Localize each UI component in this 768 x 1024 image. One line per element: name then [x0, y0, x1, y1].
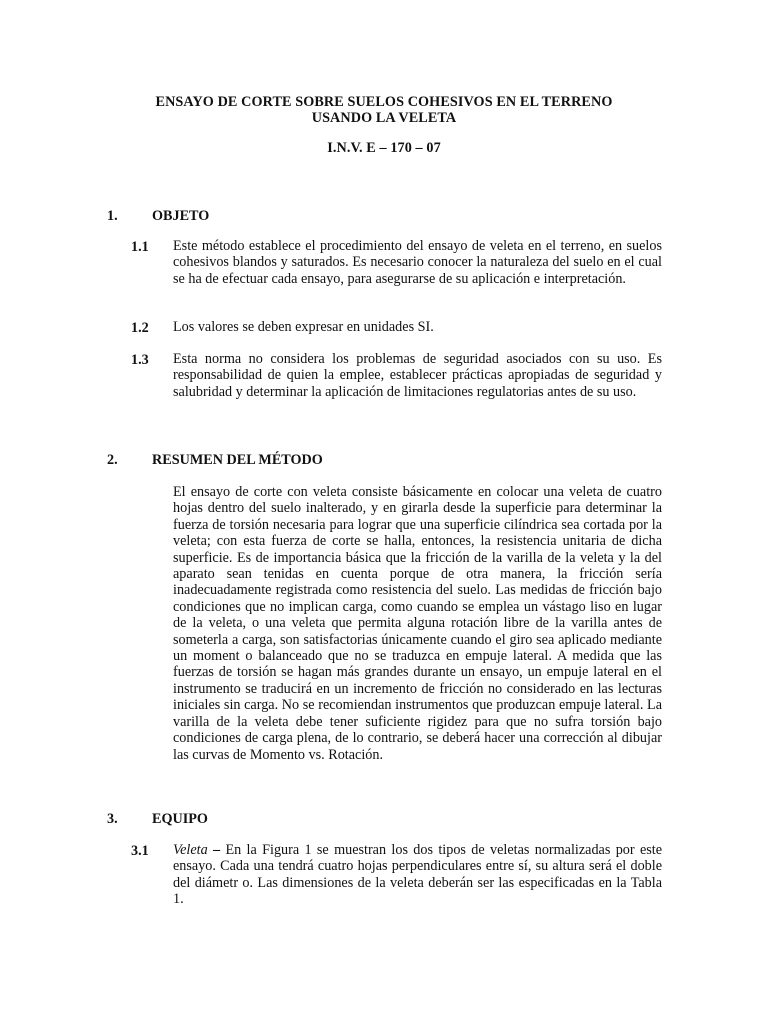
item-3-1-dash: – [207, 842, 226, 858]
document-title-line2: USANDO LA VELETA [311, 110, 457, 126]
item-3-1-text: En la Figura 1 se muestran los dos tipos de veletas normalizadas por este ensayo. Cada una tendrá cuatro hojas perpendiculares entre sí, su altura será el doble del diámetr o. Las dimensiones de la veleta deberán ser las especificadas en la Tabla 1. [173, 842, 662, 908]
section-2-summary-text: El ensayo de corte con veleta consiste básicamente en colocar una veleta de cuatro hojas dentro del suelo inalterado, y en girarla desde la superficie para determinar la fuerza de torsión necesaria para lograr que una superficie cilíndrica sea cortada por la veleta; con esta fuerza de corte se halla, entonces, la resistencia unitaria de dicha superficie. Es de importancia básica que la fricción de la varilla de la veleta y la del aparato sean tenidas en cuenta porque de otra manera, la fricción sería inadecuadamente registrada como resistencia del suelo. Las medidas de fricción bajo condiciones que no implican carga, como cuando se emplea un vástago liso en lugar de la veleta, o una veleta que permita alguna rotación libre de la varilla antes de someterla a carga, son satisfactorias únicamente cuando el giro sea aplicado mediante un moment o balanceado que no se traduzca en empuje lateral. A medida que las fuerzas de torsión se hagan más grandes durante un ensayo, un empuje lateral en el instrumento se traducirá en un incremento de fricción no considerado en las lecturas iniciales sin carga. No se recomiendan instrumentos que produzcan empuje lateral. La varilla de la veleta debe tener suficiente rigidez para que no sufra torsión bajo condiciones de carga plena, de lo contrario, se deberá hacer una corrección al dibujar las curvas de Momento vs. Rotación. [173, 484, 662, 763]
section-3-title: EQUIPO [152, 811, 208, 827]
section-1-title: OBJETO [152, 208, 210, 224]
document-code: I.N.V. E – 170 – 07 [327, 140, 441, 156]
section-2-title: RESUMEN DEL MÉTODO [152, 452, 323, 468]
item-3-1-number: 3.1 [131, 843, 149, 859]
item-3-1-paragraph [173, 842, 662, 908]
item-1-1-number: 1.1 [131, 239, 149, 255]
item-3-1-lead: Veleta [173, 842, 208, 858]
item-1-2-text: Los valores se deben expresar en unidades SI. [173, 319, 434, 335]
section-1-number: 1. [107, 208, 118, 224]
document-title-line1: ENSAYO DE CORTE SOBRE SUELOS COHESIVOS EN EL TERRENO [155, 94, 613, 110]
item-1-2-number: 1.2 [131, 320, 149, 336]
item-1-1-text: Este método establece el procedimiento del ensayo de veleta en el terreno, en suelos cohesivos blandos y saturados. Es necesario conocer la naturaleza del suelo en el cual se ha de efectuar cada ensayo, para asegurarse de su aplicación e interpretación. [173, 238, 662, 287]
item-1-3-text: Esta norma no considera los problemas de seguridad asociados con su uso. Es responsabilidad de quien la emplee, establecer prácticas apropiadas de seguridad y salubridad y determinar la aplicación de limitaciones regulatorias antes de su uso. [173, 351, 662, 400]
section-2-number: 2. [107, 452, 118, 468]
item-1-3-number: 1.3 [131, 352, 149, 368]
section-3-number: 3. [107, 811, 118, 827]
